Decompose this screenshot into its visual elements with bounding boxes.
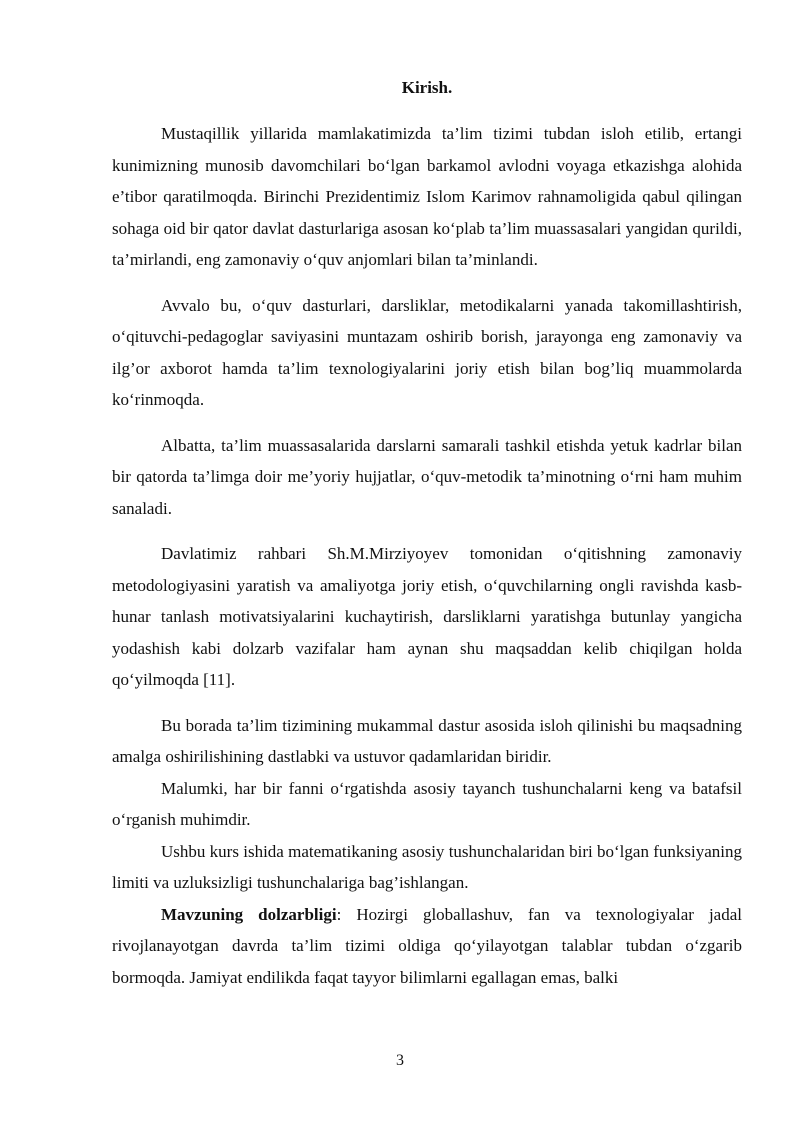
paragraph-2: Avvalo bu, o‘quv dasturlari, darsliklar, metodikalarni yanada takomillashtirish, o‘qituvchi-pedagoglar saviyasini muntazam oshirib borish, jarayonga eng zamonaviy va ilg’or axborot hamda ta’lim texnologiyalarini joriy etish bilan bog’liq muammolarda ko‘rinmoqda.	[112, 295, 742, 409]
paragraph-relevance	[112, 899, 742, 994]
page-number: 3	[396, 1052, 404, 1069]
paragraph-6: Malumki, har bir fanni o‘rgatishda asosiy tayanch tushunchalarni keng va batafsil o‘rganish muhimdir.	[112, 778, 742, 829]
paragraph-7: Ushbu kurs ishida matematikaning asosiy tushunchalaridan biri bo‘lgan funksiyaning limiti va uzluksizligi tushunchalariga bag’ishlangan.	[112, 841, 742, 892]
paragraph-3: Albatta, ta’lim muassasalarida darslarni samarali tashkil etishda yetuk kadrlar bilan bir qatorda ta’limga doir me’yoriy hujjatlar, o‘quv-metodik ta’minotning o‘rni ham muhim sanaladi.	[112, 435, 742, 518]
document-page	[112, 72, 742, 993]
relevance-heading: Mavzuning dolzarbligi	[161, 904, 337, 924]
paragraph-5: Bu borada ta’lim tizimining mukammal dastur asosida isloh qilinishi bu maqsadning amalga oshirilishining dastlabki va ustuvor qadamlaridan biridir.	[112, 715, 742, 766]
section-title: Kirish.	[401, 78, 453, 97]
paragraph-4: Davlatimiz rahbari Sh.M.Mirziyoyev tomonidan o‘qitishning zamonaviy metodologiyasini yaratish va amaliyotga joriy etish, o‘quvchilarning ongli ravishda kasb-hunar tanlash motivatsiyalarini kuchaytirish, darsliklarni yaratishga butunlay yangicha yodashish kabi dolzarb vazifalar ham aynan shu maqsaddan kelib chiqilgan holda qo‘yilmoqda [11].	[112, 544, 742, 689]
paragraph-1: Mustaqillik yillarida mamlakatimizda ta’lim tizimi tubdan isloh etilib, ertangi kunimizning munosib davomchilari bo‘lgan barkamol avlodni voyaga etkazishga alohida e’tibor qaratilmoqda. Birinchi Prezidentimiz Islom Karimov rahnamoligida qabul qilingan sohaga oid bir qator davlat dasturlariga asosan ko‘plab ta’lim muassasalari yangidan qurildi, ta’mirlandi, eng zamonaviy o‘quv anjomlari bilan ta’minlandi.	[112, 124, 742, 269]
relevance-text: : Hozirgi globallashuv, fan va texnologiyalar jadal rivojlanayotgan davrda ta’lim tizimi oldiga qo‘yilayotgan talablar tubdan o‘zgarib bormoqda. Jamiyat endilikda faqat tayyor bilimlarni egallagan emas, balki	[112, 904, 742, 987]
